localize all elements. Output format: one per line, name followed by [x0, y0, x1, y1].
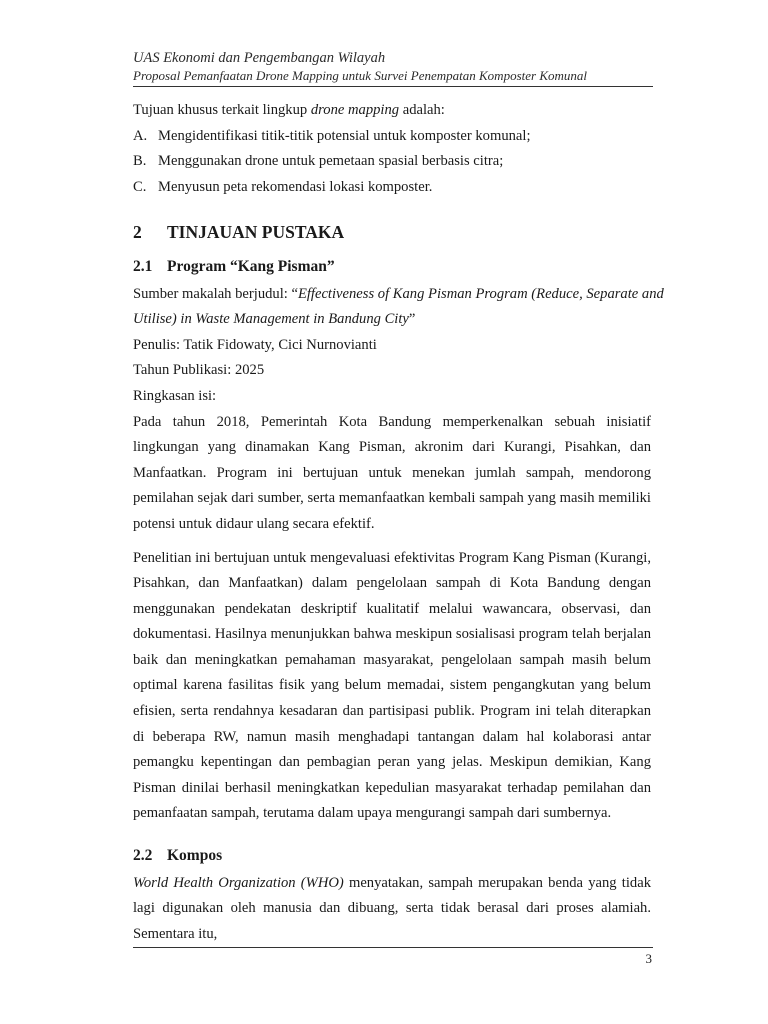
- page-body: [133, 98, 664, 947]
- summary-paragraph-2: Penelitian ini bertujuan untuk mengevaluasi efektivitas Program Kang Pisman (Kurangi, Pisahkan, dan Manfaatkan) dalam pengelolaan sampah di Kota Bandung dengan menggunakan pendekatan deskriptif kualitatif melalui wawancara, observasi, dan dokumentasi. Hasilnya menunjukkan bahwa meskipun sosialisasi program telah berjalan baik dan meningkatkan pemahaman masyarakat, pengelolaan sampah masih belum optimal karena fasilitas fisik yang belum memadai, sistem pengangkutan yang belum efisien, serta rendahnya kesadaran dan partisipasi publik. Program ini telah diterapkan di beberapa RW, namun masih menghadapi tantangan dalam hal kolaborasi antar pemangku kepentingan dan pembagian peran yang jelas. Meskipun demikian, Kang Pisman dinilai berhasil meningkatkan kepedulian masyarakat terhadap pemilahan dan pemanfaatan sampah, terutama dalam upaya mengurangi sampah dari sumbernya.: [133, 549, 651, 822]
- source-line-1: Sumber makalah berjudul: “Effectiveness of Kang Pisman Program (Reduce, Separate and: [133, 285, 664, 302]
- running-header-course: UAS Ekonomi dan Pengembangan Wilayah: [133, 50, 386, 66]
- intro-sentence: Tujuan khusus terkait lingkup drone mapping adalah:: [133, 102, 445, 118]
- subsection-heading-2-1: 2.1 Program “Kang Pisman”: [133, 257, 335, 275]
- authors: Penulis: Tatik Fidowaty, Cici Nurnovianti: [133, 336, 377, 353]
- section-heading-2: 2 TINJAUAN PUSTAKA: [133, 222, 345, 243]
- list-item: B. Menggunakan drone untuk pemetaan spasial berbasis citra;: [133, 153, 504, 170]
- page-number: 3: [645, 951, 652, 966]
- footer-rule: [133, 947, 653, 948]
- list-item: C. Menyusun peta rekomendasi lokasi komposter.: [133, 178, 433, 195]
- kompos-paragraph: World Health Organization (WHO) menyatakan, sampah merupakan benda yang tidak lagi digunakan oleh manusia dan dibuang, serta tidak berasal dari proses alamiah. Sementara itu,: [133, 874, 651, 942]
- intro-term: drone mapping: [310, 102, 400, 118]
- list-item: A. Mengidentifikasi titik-titik potensial untuk komposter komunal;: [133, 127, 531, 144]
- running-header-proposal: Proposal Pemanfaatan Drone Mapping untuk Survei Penempatan Komposter Komunal: [133, 68, 587, 83]
- header-rule: [133, 86, 653, 87]
- publication-year: Tahun Publikasi: 2025: [133, 362, 265, 379]
- summary-paragraph-1: Pada tahun 2018, Pemerintah Kota Bandung memperkenalkan sebuah inisiatif lingkungan yang dinamakan Kang Pisman, akronim dari Kurangi, Pisahkan, dan Manfaatkan. Program ini bertujuan untuk menekan jumlah sampah, mendorong pemilahan sejak dari sumber, serta memanfaatkan kembali sampah yang masih memiliki potensi untuk didaur ulang secara efektif.: [133, 413, 651, 532]
- source-line-2: Utilise) in Waste Management in Bandung City”: [133, 311, 416, 328]
- subsection-heading-2-2: 2.2 Kompos: [133, 847, 223, 865]
- who-term: World Health Organization (WHO): [133, 874, 344, 891]
- summary-label: Ringkasan isi:: [133, 387, 217, 404]
- goals-list: [133, 124, 651, 201]
